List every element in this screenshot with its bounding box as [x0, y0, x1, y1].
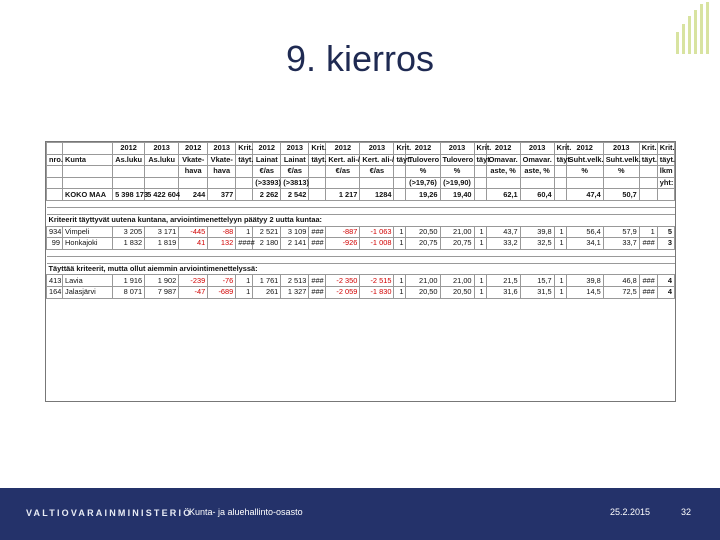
table-cell: Jalasjärvi [63, 286, 113, 298]
table-cell: % [440, 166, 474, 178]
table-cell: 21,5 [486, 275, 520, 287]
table-cell: täyt. [309, 154, 326, 166]
table-cell [208, 177, 236, 189]
table-cell: % [406, 166, 440, 178]
table-cell: 377 [208, 189, 236, 201]
table-cell: 2 521 [253, 226, 281, 238]
table-cell: 1 [474, 226, 486, 238]
table-cell: 2 542 [281, 189, 309, 201]
table-cell [360, 177, 394, 189]
table-cell: hava [208, 166, 236, 178]
table-row [47, 238, 675, 250]
table-cell [309, 189, 326, 201]
table-cell: 20,50 [440, 286, 474, 298]
table-cell: Vimpeli [63, 226, 113, 238]
table-cell: 62,1 [486, 189, 520, 201]
table-cell: ### [309, 226, 326, 238]
table-cell [639, 177, 657, 189]
table-cell: 19,26 [406, 189, 440, 201]
table-cell: 39,8 [566, 275, 603, 287]
spacer-cell [47, 256, 675, 263]
table-cell [639, 189, 657, 201]
table-cell [566, 177, 603, 189]
section-row [47, 214, 675, 226]
table-cell: 1 916 [113, 275, 145, 287]
table-cell: 99 [47, 238, 63, 250]
table-cell: Krit. [394, 143, 406, 155]
table-cell: 21,00 [440, 275, 474, 287]
table-cell [309, 177, 326, 189]
table-cell: Omavar. [486, 154, 520, 166]
table-cell: 33,2 [486, 238, 520, 250]
table-cell: #### [236, 238, 253, 250]
table-cell: -1 008 [360, 238, 394, 250]
table-cell: 5 [657, 226, 674, 238]
table-cell: 72,5 [603, 286, 639, 298]
table-cell: täyt. [554, 154, 566, 166]
table-cell: ### [309, 238, 326, 250]
footer-department: Kunta- ja aluehallinto-osasto [189, 507, 303, 517]
table-cell: €/as [281, 166, 309, 178]
table-cell: 1 217 [326, 189, 360, 201]
table-cell: 2012 [486, 143, 520, 155]
table-cell: yht: [657, 177, 674, 189]
table-cell [63, 143, 113, 155]
table-cell: täyt. [394, 154, 406, 166]
spacer-cell [47, 207, 675, 214]
table-cell: As.luku [113, 154, 145, 166]
table-cell [394, 177, 406, 189]
table-cell: 1 [236, 286, 253, 298]
spacer-cell [47, 249, 675, 256]
table-cell: 4 [657, 286, 674, 298]
table-cell: (>19,76) [406, 177, 440, 189]
table-cell: ### [639, 286, 657, 298]
spacer-row [47, 256, 675, 263]
table-cell [639, 166, 657, 178]
table-cell [520, 177, 554, 189]
table-cell: täyt. [657, 154, 674, 166]
table-cell: 1 [236, 226, 253, 238]
table-cell [326, 177, 360, 189]
table-cell: 2013 [281, 143, 309, 155]
table-cell: täyt. [474, 154, 486, 166]
table-cell: 1 [639, 226, 657, 238]
table-cell: Lainat [281, 154, 309, 166]
table-cell: 43,7 [486, 226, 520, 238]
table-cell: % [566, 166, 603, 178]
table-cell: Tulovero [440, 154, 474, 166]
table-cell [309, 166, 326, 178]
table-cell: 3 [657, 238, 674, 250]
table-cell: 3 109 [281, 226, 309, 238]
table-cell: 2 262 [253, 189, 281, 201]
table-cell: -239 [179, 275, 208, 287]
table-cell [236, 177, 253, 189]
table-cell: ### [639, 238, 657, 250]
section-title: Kriteerit täyttyvät uutena kuntana, arviointimenettelyyn päätyy 2 uutta kuntaa: [47, 214, 675, 226]
table-cell [236, 189, 253, 201]
table-cell: Krit. [639, 143, 657, 155]
table-cell: 2013 [520, 143, 554, 155]
table-cell: 261 [253, 286, 281, 298]
ministry-logo: VALTIOVARAINMINISTERIÖ [26, 508, 193, 518]
table-cell: 21,00 [406, 275, 440, 287]
table-cell [179, 177, 208, 189]
table-cell: 57,9 [603, 226, 639, 238]
table-cell [63, 166, 113, 178]
table-cell [113, 166, 145, 178]
table-cell: 1 819 [145, 238, 179, 250]
table-cell: Kunta [63, 154, 113, 166]
table-cell: Lainat [253, 154, 281, 166]
table-cell: 2013 [208, 143, 236, 155]
table-cell [554, 189, 566, 201]
table-cell: 2012 [406, 143, 440, 155]
table-cell: 2 513 [281, 275, 309, 287]
table-cell: Honkajoki [63, 238, 113, 250]
table-cell: 2 141 [281, 238, 309, 250]
table-cell: 15,7 [520, 275, 554, 287]
table-cell: 1 [474, 238, 486, 250]
table-cell: €/as [326, 166, 360, 178]
table-cell: 8 071 [113, 286, 145, 298]
table-cell: -1 830 [360, 286, 394, 298]
table-cell: Krit. [309, 143, 326, 155]
table-cell: (>19,90) [440, 177, 474, 189]
table-cell: aste, % [486, 166, 520, 178]
table-cell: hava [179, 166, 208, 178]
table-cell: 1 [394, 226, 406, 238]
table-cell [554, 166, 566, 178]
table-cell: -445 [179, 226, 208, 238]
table-cell [47, 177, 63, 189]
table-cell: Krit. [236, 143, 253, 155]
table-cell: Suht.velk. [603, 154, 639, 166]
table-cell: ### [309, 275, 326, 287]
header-row [47, 143, 675, 155]
table-cell: 33,7 [603, 238, 639, 250]
table-cell: -1 063 [360, 226, 394, 238]
table-cell: 31,5 [520, 286, 554, 298]
table-cell: 1 [554, 238, 566, 250]
header-row [47, 166, 675, 178]
table-cell: 1 [554, 226, 566, 238]
table-cell: 20,50 [406, 286, 440, 298]
table-cell: -2 515 [360, 275, 394, 287]
header-row [47, 177, 675, 189]
table-cell: Vkate- [179, 154, 208, 166]
table-cell: 19,40 [440, 189, 474, 201]
table-cell: ### [309, 286, 326, 298]
table-cell: -76 [208, 275, 236, 287]
section-row [47, 263, 675, 275]
table-cell: ### [639, 275, 657, 287]
page-number: 32 [681, 507, 692, 517]
table-cell: 5 398 173 [113, 189, 145, 201]
table-cell: Krit. [554, 143, 566, 155]
table-cell: 164 [47, 286, 63, 298]
table-row [47, 226, 675, 238]
table-cell: 46,8 [603, 275, 639, 287]
table-cell [554, 177, 566, 189]
table-cell: 2013 [603, 143, 639, 155]
table-cell: 413 [47, 275, 63, 287]
footer-date: 25.2.2015 [610, 507, 651, 517]
table-cell: 3 171 [145, 226, 179, 238]
table-cell [657, 189, 674, 201]
table-cell [474, 189, 486, 201]
table-cell: 60,4 [520, 189, 554, 201]
criteria-table [46, 142, 675, 299]
table-cell: -88 [208, 226, 236, 238]
slide-title: 9. kierros [285, 38, 435, 79]
table-cell: 2012 [253, 143, 281, 155]
table-cell [394, 189, 406, 201]
table-cell: 1 [394, 275, 406, 287]
table-cell: 14,5 [566, 286, 603, 298]
table-cell: 1 [554, 275, 566, 287]
table-cell: 2012 [113, 143, 145, 155]
table-cell [474, 166, 486, 178]
table-cell: 7 987 [145, 286, 179, 298]
table-cell: 1 832 [113, 238, 145, 250]
table-cell: Krit. [474, 143, 486, 155]
table-row [47, 286, 675, 298]
table-cell: 50,7 [603, 189, 639, 201]
table-cell: 1 [474, 275, 486, 287]
table-cell [113, 177, 145, 189]
table-cell: As.luku [145, 154, 179, 166]
table-cell: 34,1 [566, 238, 603, 250]
table-cell: 2013 [440, 143, 474, 155]
table-cell [47, 189, 63, 201]
table-cell [394, 166, 406, 178]
table-cell: % [603, 166, 639, 178]
table-cell: -926 [326, 238, 360, 250]
table-cell [145, 177, 179, 189]
table-cell: 31,6 [486, 286, 520, 298]
table-cell [486, 177, 520, 189]
table-cell: 20,50 [406, 226, 440, 238]
total-row [47, 189, 675, 201]
table-cell: 2012 [179, 143, 208, 155]
table-cell: Krit. [657, 143, 674, 155]
table-cell: -2 059 [326, 286, 360, 298]
table-cell: Kert. ali-/ [326, 154, 360, 166]
table-cell: Suht.velk. [566, 154, 603, 166]
table-cell: aste, % [520, 166, 554, 178]
table-cell: -887 [326, 226, 360, 238]
table-cell: (>3393) [253, 177, 281, 189]
spacer-row [47, 200, 675, 207]
spacer-row [47, 207, 675, 214]
table-cell: 20,75 [406, 238, 440, 250]
table-cell: 20,75 [440, 238, 474, 250]
table-cell: 132 [208, 238, 236, 250]
criteria-table-image [45, 141, 676, 402]
table-cell: €/as [253, 166, 281, 178]
table-cell: täyt. [639, 154, 657, 166]
table-cell: Lavia [63, 275, 113, 287]
table-cell: -689 [208, 286, 236, 298]
section-title: Täyttää kriteerit, mutta ollut aiemmin arviointimenettelyssä: [47, 263, 675, 275]
footer-bar [0, 488, 720, 540]
table-cell: täyt. [236, 154, 253, 166]
table-cell: 3 205 [113, 226, 145, 238]
table-cell: 1 902 [145, 275, 179, 287]
table-cell: 2 180 [253, 238, 281, 250]
table-cell [603, 177, 639, 189]
table-cell [145, 166, 179, 178]
header-row [47, 154, 675, 166]
table-cell: -2 350 [326, 275, 360, 287]
table-cell: Tulovero [406, 154, 440, 166]
table-cell: 1 761 [253, 275, 281, 287]
table-cell: KOKO MAA [63, 189, 113, 201]
table-cell: 1 [394, 286, 406, 298]
table-cell: 5 422 604 [145, 189, 179, 201]
table-cell: 1284 [360, 189, 394, 201]
table-cell: Vkate- [208, 154, 236, 166]
table-cell: -47 [179, 286, 208, 298]
table-cell: 41 [179, 238, 208, 250]
table-cell: nro. [47, 154, 63, 166]
table-cell: 4 [657, 275, 674, 287]
table-cell: 2013 [360, 143, 394, 155]
table-cell [47, 166, 63, 178]
table-cell: 1 [394, 238, 406, 250]
table-cell [236, 166, 253, 178]
table-cell: 2012 [566, 143, 603, 155]
table-row [47, 275, 675, 287]
table-cell: 32,5 [520, 238, 554, 250]
table-cell: 2012 [326, 143, 360, 155]
table-cell: 39,8 [520, 226, 554, 238]
table-cell [474, 177, 486, 189]
table-cell: 1 [474, 286, 486, 298]
spacer-cell [47, 200, 675, 207]
table-cell: 21,00 [440, 226, 474, 238]
table-cell [63, 177, 113, 189]
table-cell: 2013 [145, 143, 179, 155]
table-cell: 1 [554, 286, 566, 298]
table-cell: Omavar. [520, 154, 554, 166]
table-cell: 244 [179, 189, 208, 201]
table-cell: 934 [47, 226, 63, 238]
table-cell: 47,4 [566, 189, 603, 201]
table-cell: (>3813) [281, 177, 309, 189]
table-cell: Kert. ali-/ [360, 154, 394, 166]
table-cell: lkm [657, 166, 674, 178]
table-cell: 1 [236, 275, 253, 287]
table-cell [47, 143, 63, 155]
spacer-row [47, 249, 675, 256]
table-cell: 56,4 [566, 226, 603, 238]
table-cell: 1 327 [281, 286, 309, 298]
table-cell: €/as [360, 166, 394, 178]
